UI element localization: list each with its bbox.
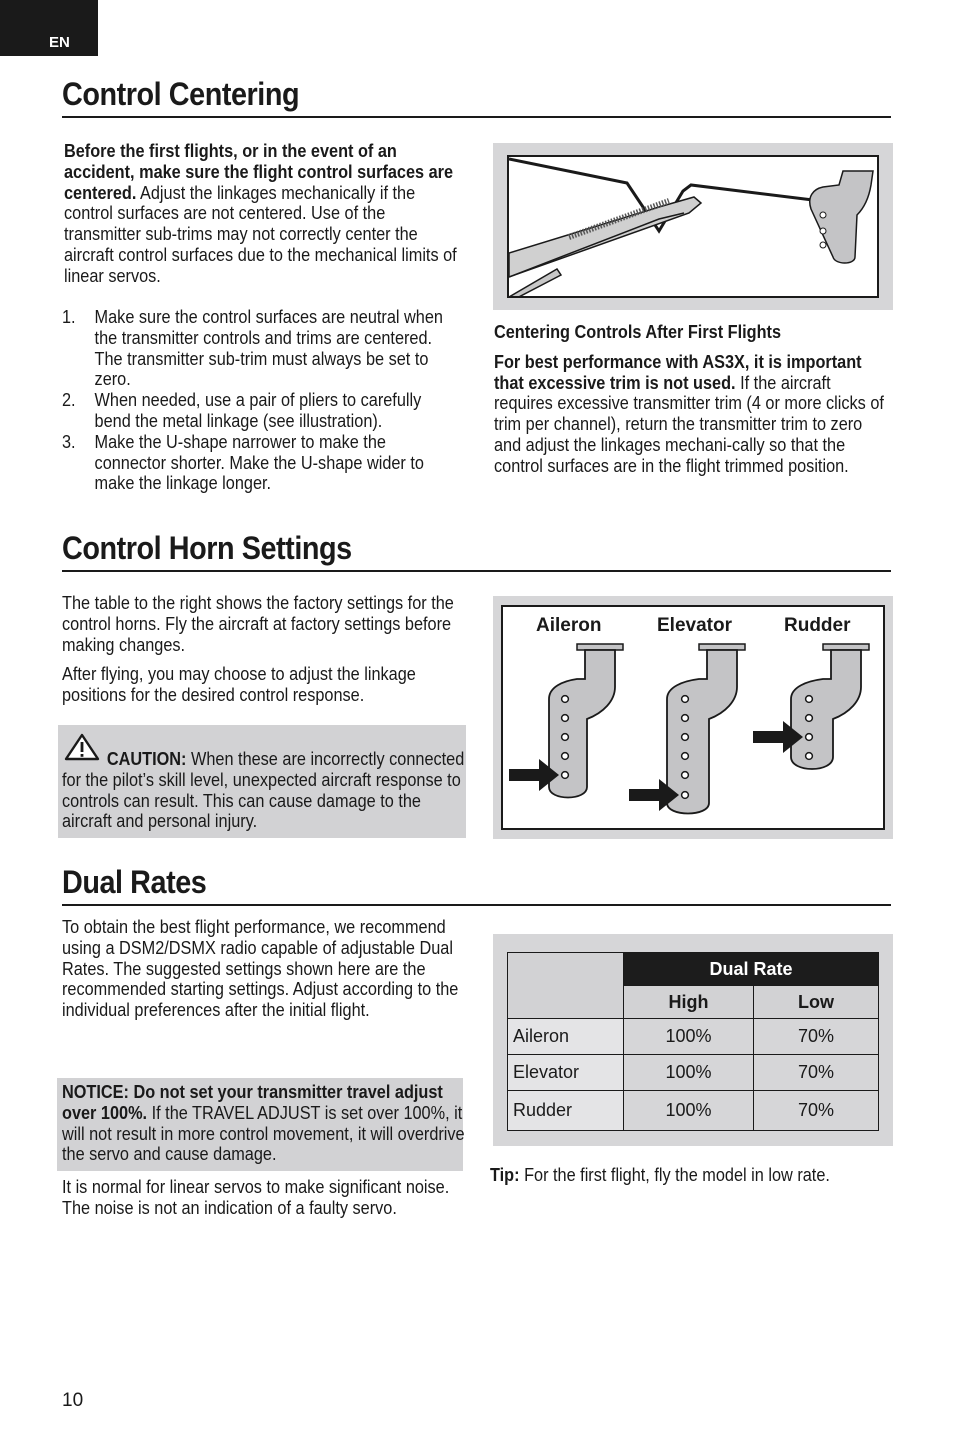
horn-paragraph-2: After flying, you may choose to adjust the linkage positions for the desired control response. xyxy=(62,663,416,706)
centering-after xyxy=(494,322,890,486)
elevator-horn xyxy=(629,644,745,814)
notice-bold: NOTICE: Do not set your transmitter travel adjust over 100%. xyxy=(62,1081,443,1123)
page-number: 10 xyxy=(62,1390,84,1411)
table-row: Elevator 100% 70% xyxy=(508,1055,879,1091)
tip-label: Tip: xyxy=(490,1164,520,1185)
control-horns-illustration xyxy=(503,607,883,828)
dual-rates-intro: To obtain the best flight performance, we recommend using a DSM2/DSMX radio capable of adjustable Dual Rates. The suggested settings shown here are the recommended starting settings. Adjust according to the individual preferences after the initial flight. xyxy=(62,916,459,1021)
table-col-low: Low xyxy=(754,986,879,1019)
step-item: 2. When needed, use a pair of pliers to carefully bend the metal linkage (see illustration). xyxy=(62,389,422,431)
tip-text: Tip: For the first flight, fly the model in low rate. xyxy=(490,1164,830,1185)
label-elevator: Elevator xyxy=(657,615,732,636)
language-label: EN xyxy=(49,34,70,51)
centering-after-bold: For best performance with AS3X, it is important that excessive trim is not used. xyxy=(494,350,862,393)
servo-noise-text: It is normal for linear servos to make significant noise. The noise is not an indication of a faulty servo. xyxy=(62,1176,450,1218)
centering-after-heading: Centering Controls After First Flights xyxy=(494,321,782,342)
table-row: Aileron 100% 70% xyxy=(508,1019,879,1055)
caution-box xyxy=(58,725,466,838)
language-tab xyxy=(0,0,98,56)
section-rule xyxy=(62,116,891,118)
rudder-horn xyxy=(753,644,869,769)
dual-rate-table-box xyxy=(493,934,893,1146)
notice-box xyxy=(57,1078,463,1171)
aileron-horn xyxy=(509,644,623,798)
centering-intro-bold: Before the first flights, or in the event of an accident, make sure the flight control surfaces are centered. xyxy=(64,140,454,203)
step-item: 3. Make the U-shape narrower to make the connector shorter. Make the U-shape wider to make the linkage longer. xyxy=(62,430,424,494)
section-rule xyxy=(62,570,891,572)
horn-text xyxy=(62,593,460,715)
label-rudder: Rudder xyxy=(784,615,851,636)
pliers-figure-frame xyxy=(507,155,879,298)
notice-text: NOTICE: Do not set your transmitter travel adjust over 100%. If the TRAVEL ADJUST is set over 100%, it will not result in more control movement, it will overdrive the servo and cause damage. xyxy=(62,1081,465,1165)
horn-figure xyxy=(493,596,893,839)
table-group-header: Dual Rate xyxy=(624,953,879,986)
section-title-control-horn: Control Horn Settings xyxy=(62,530,352,566)
pliers-illustration xyxy=(509,157,879,298)
table-corner xyxy=(508,953,624,1019)
horn-paragraph-1: The table to the right shows the factory settings for the control horns. Fly the aircraft at factory settings before making changes. xyxy=(62,592,454,655)
caution-text: CAUTION: When these are incorrectly connected for the pilot’s skill level, unexpected aircraft response to controls can result. This can cause damage to the aircraft and personal injury. xyxy=(62,748,465,832)
pliers-figure xyxy=(493,143,893,310)
table-row: Rudder 100% 70% xyxy=(508,1091,879,1131)
label-aileron: Aileron xyxy=(536,615,602,636)
dual-rate-table xyxy=(507,952,879,1131)
step-item: 1. Make sure the control surfaces are neutral when the transmitter controls and trims are centered. The transmitter sub-trim must always be set to zero. xyxy=(62,306,443,390)
horn-figure-frame xyxy=(501,605,885,830)
centering-intro xyxy=(64,141,458,296)
centering-intro-text: Adjust the linkages mechanically if the control surfaces are not centered. Use of the transmitter sub-trims may not correctly center the aircraft control surfaces due to the mechanical limits of linear servos. xyxy=(64,181,457,286)
section-title-dual-rates: Dual Rates xyxy=(62,864,207,900)
section-rule xyxy=(62,904,891,906)
caution-label: CAUTION: xyxy=(106,748,187,769)
table-col-high: High xyxy=(624,986,754,1019)
dual-rate-table-wrap xyxy=(507,952,879,1131)
centering-after-text: If the aircraft requires excessive transmitter trim (4 or more clicks of trim per channel), return the transmitter trim to zero and adjust the linkages mechani-cally so that the control surfaces are in the flight trimmed position. xyxy=(494,371,884,476)
centering-steps xyxy=(62,307,458,494)
section-title-control-centering: Control Centering xyxy=(62,76,300,112)
